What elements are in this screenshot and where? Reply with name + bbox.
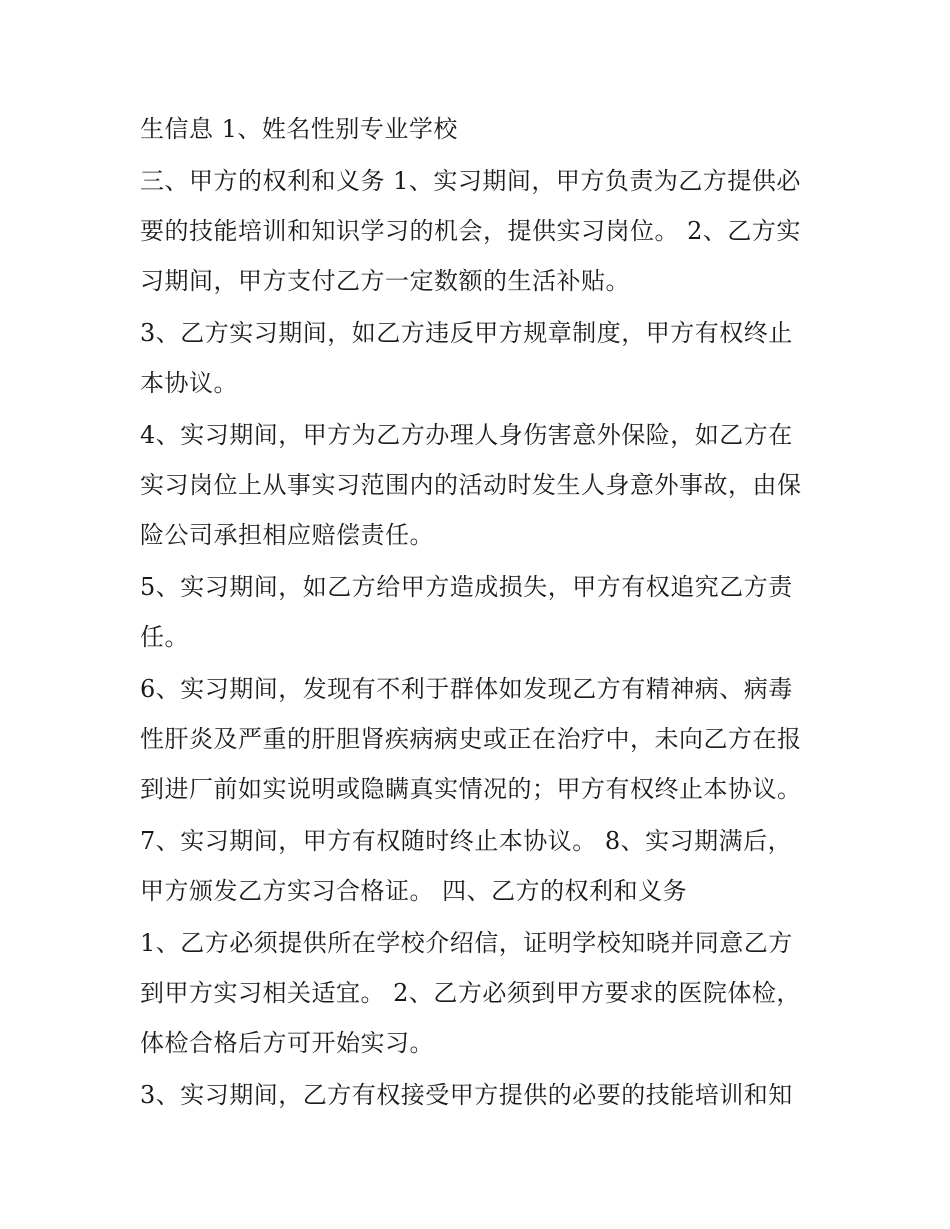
text-line: 实习岗位上从事实习范围内的活动时发生人身意外事故，由保 — [140, 471, 802, 499]
text-line: 1、乙方必须提供所在学校介绍信，证明学校知晓并同意乙方 — [140, 929, 793, 957]
text-line: 5、实习期间，如乙方给甲方造成损失，甲方有权追究乙方责 — [140, 573, 793, 601]
text-line: 生信息 1、姓名性别专业学校 — [140, 115, 458, 143]
text-line: 甲方颁发乙方实习合格证。 四、乙方的权利和义务 — [140, 877, 688, 905]
text-line: 体检合格后方可开始实习。 — [140, 1029, 434, 1057]
text-line: 3、实习期间，乙方有权接受甲方提供的必要的技能培训和知 — [140, 1081, 793, 1109]
text-line: 本协议。 — [140, 369, 238, 397]
text-line: 到进厂前如实说明或隐瞒真实情况的；甲方有权终止本协议。 — [140, 775, 802, 803]
text-line: 性肝炎及严重的肝胆肾疾病病史或正在治疗中，未向乙方在报 — [140, 725, 802, 753]
text-line: 4、实习期间，甲方为乙方办理人身伤害意外保险，如乙方在 — [140, 421, 793, 449]
text-line: 7、实习期间，甲方有权随时终止本协议。 8、实习期满后， — [140, 827, 793, 855]
text-line: 6、实习期间，发现有不利于群体如发现乙方有精神病、病毒 — [140, 675, 793, 703]
text-line: 3、乙方实习期间，如乙方违反甲方规章制度，甲方有权终止 — [140, 319, 793, 347]
text-line: 习期间，甲方支付乙方一定数额的生活补贴。 — [140, 267, 630, 295]
text-line: 到甲方实习相关适宜。 2、乙方必须到甲方要求的医院体检， — [140, 979, 801, 1007]
text-line: 三、甲方的权利和义务 1、实习期间，甲方负责为乙方提供必 — [140, 167, 801, 195]
text-line: 险公司承担相应赔偿责任。 — [140, 521, 434, 549]
text-line: 任。 — [140, 623, 189, 651]
text-line: 要的技能培训和知识学习的机会，提供实习岗位。 2、乙方实 — [140, 217, 801, 245]
